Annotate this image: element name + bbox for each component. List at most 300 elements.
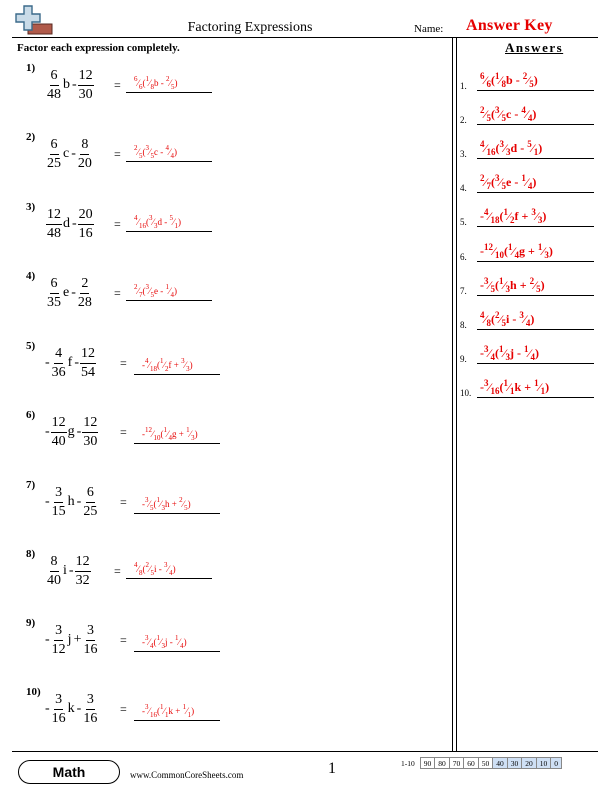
first-fraction [51, 347, 67, 380]
answer-gcf-denominator: 7 [486, 181, 492, 191]
operator: - [76, 701, 82, 716]
answer-operator: + [525, 244, 538, 258]
score-cell: 40 [493, 758, 508, 769]
answer-constant [165, 144, 178, 160]
answer-gcf-denominator: 16 [150, 711, 158, 719]
answer-gcf [484, 209, 500, 224]
problem-expression [46, 548, 91, 594]
answer-constant [165, 283, 178, 299]
answer-variable: e [506, 175, 512, 189]
second-fraction [77, 138, 93, 171]
answer-line [134, 651, 220, 652]
answer-constant-denominator: 4 [525, 318, 531, 328]
problem-number: 4) [26, 270, 36, 282]
answer-coefficient [495, 175, 506, 190]
answer-paren-close: ) [548, 244, 553, 258]
answer-gcf-numerator: 4 [145, 357, 149, 365]
slash-glyph: ⁄ [499, 107, 502, 121]
first-numerator: 6 [50, 138, 59, 155]
slash-glyph: ⁄ [160, 499, 162, 509]
answer-coefficient-denominator: 5 [501, 318, 507, 328]
answer-paren-open: ( [142, 286, 146, 296]
answer-coefficient-denominator: 5 [501, 113, 507, 123]
problem-expression [44, 409, 98, 455]
answer-coefficient-numerator: 1 [495, 71, 500, 81]
leading-sign: - [45, 424, 50, 439]
answer-gcf-numerator: 4 [484, 207, 489, 217]
answer-key-line [477, 90, 594, 91]
answer-key-number: 9. [460, 354, 467, 364]
answer-key-number: 5. [460, 217, 467, 227]
slash-glyph: ⁄ [488, 346, 491, 360]
answer-constant [179, 496, 188, 512]
slash-glyph: ⁄ [503, 346, 506, 360]
first-variable: h [67, 494, 75, 509]
page-number: 1 [328, 760, 336, 777]
answer-variable: b [506, 73, 513, 87]
answer-key-value [480, 73, 538, 88]
answer-line [134, 374, 220, 375]
answer-key-item [460, 331, 600, 365]
second-fraction [78, 208, 94, 241]
score-cell: 30 [507, 758, 522, 769]
answer-coefficient [508, 244, 519, 259]
answer-operator: + [169, 499, 180, 509]
problem-expression [44, 686, 98, 732]
slash-glyph: ⁄ [149, 286, 151, 296]
answer-line [134, 443, 220, 444]
first-numerator: 3 [54, 486, 63, 503]
answer-paren-close: ) [174, 286, 178, 296]
answer-key-line [477, 295, 594, 296]
answer-constant [182, 703, 195, 719]
second-denominator: 25 [83, 503, 98, 519]
problem-item [0, 340, 452, 390]
slash-glyph: ⁄ [504, 141, 507, 155]
answer-coefficient [156, 496, 166, 512]
answer-constant [527, 141, 538, 156]
answer-key-value [480, 380, 549, 395]
answer-gcf-denominator: 4 [490, 352, 496, 362]
answer-key-value [480, 107, 536, 122]
answer-variable: d [157, 217, 163, 227]
answer-paren-open: ( [157, 360, 161, 370]
answer-gcf [480, 312, 491, 327]
first-variable: f [67, 355, 73, 370]
answer-paren-close: ) [530, 312, 535, 326]
second-numerator: 6 [86, 486, 95, 503]
operator: - [76, 494, 82, 509]
answer-line [126, 231, 212, 232]
answer-constant-numerator: 4 [165, 144, 170, 152]
slash-glyph: ⁄ [137, 217, 140, 227]
answer-gcf [134, 144, 143, 160]
answer-line [126, 92, 212, 93]
answer-paren-close: ) [178, 217, 182, 227]
worksheet-title: Factoring Expressions [187, 20, 313, 35]
header-divider [12, 37, 598, 38]
first-numerator: 3 [54, 624, 63, 641]
answer-constant-denominator: 5 [536, 284, 541, 294]
answer-gcf-denominator: 5 [150, 504, 154, 512]
answer-variable: j [510, 346, 515, 360]
answer-coefficient [160, 357, 169, 373]
problem-number: 1) [26, 62, 36, 74]
first-fraction [46, 277, 62, 310]
answer-coefficient-numerator: 2 [145, 561, 150, 569]
answer-constant-numerator: 1 [186, 426, 190, 434]
answer-coefficient-numerator: 1 [499, 276, 504, 286]
second-numerator: 8 [80, 138, 89, 155]
second-denominator: 30 [78, 86, 93, 102]
worked-answer [142, 426, 198, 442]
answer-coefficient-denominator: 8 [501, 79, 507, 89]
problem-number: 6) [26, 409, 36, 421]
instructions: Factor each expression completely. [17, 42, 180, 54]
answer-constant-numerator: 2 [529, 276, 535, 286]
answer-constant-numerator: 1 [524, 344, 529, 354]
answer-gcf [480, 73, 491, 88]
second-denominator: 32 [75, 572, 90, 588]
problem-expression [44, 479, 98, 525]
answer-paren-open: ( [146, 217, 150, 227]
answer-gcf-numerator: 3 [145, 703, 149, 711]
column-divider [456, 37, 457, 751]
answer-gcf-numerator: 3 [484, 344, 489, 354]
equals-sign: = [120, 633, 127, 647]
problem-number: 10) [26, 686, 41, 698]
answer-paren-open: ( [142, 147, 146, 157]
answer-paren-open: ( [157, 706, 161, 716]
answer-paren-open: ( [491, 73, 496, 87]
answer-coefficient [163, 426, 173, 442]
answer-operator: + [518, 209, 532, 223]
answer-gcf [484, 346, 495, 361]
answer-key-line [477, 226, 594, 227]
answer-sign: - [480, 278, 484, 292]
answer-coefficient [499, 278, 510, 293]
answer-constant-numerator: 1 [521, 173, 526, 183]
first-denominator: 48 [47, 86, 61, 102]
second-fraction [80, 347, 96, 380]
answer-constant-numerator: 1 [534, 378, 539, 388]
operator: - [72, 216, 77, 231]
leading-sign: - [45, 632, 50, 647]
answer-variable: f [514, 209, 519, 223]
answer-operator: - [158, 286, 166, 296]
slash-glyph: ⁄ [523, 312, 526, 326]
answer-sign: - [142, 637, 145, 647]
answer-coefficient-denominator: 1 [165, 711, 169, 719]
answer-coefficient-denominator: 3 [161, 642, 166, 650]
equals-sign: = [120, 702, 127, 716]
answer-coefficient [495, 312, 506, 327]
slash-glyph: ⁄ [525, 107, 528, 121]
answer-gcf-denominator: 5 [139, 152, 143, 160]
answer-gcf-numerator: 12 [484, 242, 493, 252]
slash-glyph: ⁄ [186, 706, 188, 716]
answer-key-value [480, 346, 539, 361]
answer-constant-numerator: 1 [175, 634, 179, 642]
slash-glyph: ⁄ [484, 107, 487, 121]
answer-coefficient-numerator: 1 [508, 242, 513, 252]
slash-glyph: ⁄ [152, 429, 154, 439]
slash-glyph: ⁄ [484, 141, 487, 155]
first-fraction [51, 693, 67, 726]
answer-paren-open: ( [495, 141, 500, 155]
answer-constant-denominator: 1 [533, 147, 539, 157]
first-denominator: 40 [47, 572, 61, 588]
answer-coefficient-numerator: 2 [495, 310, 500, 320]
first-variable: i [63, 563, 67, 578]
slash-glyph: ⁄ [531, 141, 534, 155]
answer-coefficient-numerator: 1 [163, 426, 168, 434]
answer-coefficient-numerator: 3 [495, 173, 500, 183]
problem-expression [44, 617, 98, 663]
answer-key-item [460, 297, 600, 331]
answer-operator: - [158, 78, 167, 88]
operator: - [71, 285, 76, 300]
second-fraction [82, 624, 98, 657]
first-numerator: 6 [50, 69, 59, 86]
answer-coefficient [504, 209, 515, 224]
problem-item [0, 270, 452, 320]
answer-coefficient-numerator: 1 [503, 207, 509, 217]
answer-gcf-numerator: 6 [134, 75, 138, 83]
answer-variable: i [154, 564, 157, 574]
problem-number: 2) [26, 131, 36, 143]
score-cell: 10 [536, 758, 551, 769]
answer-gcf-denominator: 6 [139, 83, 143, 91]
slash-glyph: ⁄ [484, 312, 487, 326]
answer-constant-numerator: 1 [182, 703, 187, 711]
answer-constant-numerator: 4 [521, 105, 526, 115]
worked-answer [134, 214, 182, 230]
answer-line [134, 513, 220, 514]
problem-item [0, 479, 452, 529]
answer-constant-denominator: 1 [174, 222, 179, 230]
answer-coefficient-numerator: 1 [499, 344, 504, 354]
answer-coefficient-denominator: 8 [150, 83, 155, 91]
second-numerator: 12 [75, 555, 91, 572]
slash-glyph: ⁄ [503, 278, 506, 292]
first-variable: g [67, 424, 75, 439]
answer-constant-numerator: 1 [165, 283, 170, 291]
second-denominator: 16 [83, 710, 98, 726]
answer-gcf-denominator: 7 [139, 291, 143, 299]
answer-variable: c [506, 107, 512, 121]
answer-paren-open: ( [153, 637, 157, 647]
answer-constant [531, 209, 542, 224]
first-fraction [46, 208, 62, 241]
answer-key-item [460, 126, 600, 160]
first-numerator: 12 [46, 208, 62, 225]
answer-key-item [460, 92, 600, 126]
answer-gcf-numerator: 3 [145, 496, 149, 504]
answer-gcf [134, 283, 143, 299]
answer-constant-denominator: 1 [540, 386, 546, 396]
answer-gcf [480, 107, 491, 122]
answer-variable: e [154, 286, 159, 296]
slash-glyph: ⁄ [499, 175, 502, 189]
answer-paren-close: ) [532, 175, 537, 189]
slash-glyph: ⁄ [542, 244, 545, 258]
answer-key-item [460, 194, 600, 228]
answer-gcf [145, 426, 161, 442]
answer-coefficient [145, 283, 155, 299]
answer-constant [524, 346, 535, 361]
slash-glyph: ⁄ [184, 360, 187, 370]
slash-glyph: ⁄ [160, 637, 162, 647]
answer-gcf [134, 214, 147, 230]
answer-paren-close: ) [542, 209, 547, 223]
answer-key-value [480, 244, 553, 259]
answer-coefficient-denominator: 5 [150, 291, 155, 299]
first-denominator: 36 [51, 364, 66, 380]
answer-key-number: 8. [460, 320, 467, 330]
answer-constant-denominator: 3 [191, 434, 195, 442]
answer-operator: - [167, 637, 176, 647]
answer-variable: i [506, 312, 510, 326]
answer-constant-numerator: 3 [519, 310, 524, 320]
slash-glyph: ⁄ [493, 244, 496, 258]
answer-operator: - [156, 564, 165, 574]
answer-key-number: 7. [460, 286, 467, 296]
answer-gcf-numerator: 4 [134, 214, 138, 222]
second-fraction [82, 486, 98, 519]
slash-glyph: ⁄ [137, 147, 140, 157]
slash-glyph: ⁄ [535, 209, 538, 223]
answer-gcf [145, 496, 154, 512]
answer-coefficient [145, 144, 155, 160]
answer-sign: - [480, 209, 484, 223]
answer-gcf-numerator: 2 [134, 144, 138, 152]
problem-expression [44, 340, 96, 386]
answer-coefficient-numerator: 3 [495, 105, 500, 115]
second-fraction [82, 693, 98, 726]
answer-variable: k [514, 380, 522, 394]
answer-key-line [477, 192, 594, 193]
slash-glyph: ⁄ [538, 380, 541, 394]
slash-glyph: ⁄ [137, 286, 140, 296]
operator: + [73, 632, 82, 647]
answer-gcf-denominator: 16 [486, 147, 496, 157]
slash-glyph: ⁄ [149, 147, 151, 157]
worked-answer [142, 496, 191, 512]
worked-answer [134, 144, 178, 160]
answer-key-label: Answer Key [466, 17, 553, 34]
site-url: www.CommonCoreSheets.com [130, 770, 244, 780]
answer-key-number: 4. [460, 183, 467, 193]
slash-glyph: ⁄ [182, 499, 185, 509]
math-badge: Math [18, 760, 120, 784]
answer-paren-open: ( [160, 429, 164, 439]
slash-glyph: ⁄ [484, 175, 487, 189]
score-cell: 20 [522, 758, 537, 769]
leading-sign: - [45, 701, 50, 716]
problem-item [0, 617, 452, 667]
answer-constant [175, 634, 184, 650]
answer-coefficient-denominator: 3 [505, 352, 511, 362]
answer-gcf-denominator: 6 [486, 79, 492, 89]
answer-operator: + [521, 380, 535, 394]
slash-glyph: ⁄ [525, 175, 528, 189]
answer-paren-close: ) [189, 360, 193, 370]
answer-key-item [460, 58, 600, 92]
answer-variable: j [165, 637, 168, 647]
answer-line [126, 578, 212, 579]
answer-key-number: 3. [460, 149, 467, 159]
second-denominator: 20 [77, 155, 92, 171]
first-numerator: 6 [50, 277, 59, 294]
answer-coefficient [145, 75, 155, 91]
slash-glyph: ⁄ [508, 380, 511, 394]
answer-paren-open: ( [491, 175, 496, 189]
answer-paren-open: ( [142, 78, 146, 88]
answer-constant-denominator: 3 [544, 250, 549, 260]
second-fraction [75, 555, 91, 588]
first-denominator: 35 [47, 294, 61, 310]
answer-coefficient-numerator: 1 [160, 703, 164, 711]
answer-key-line [477, 158, 594, 159]
answer-line [126, 300, 212, 301]
answer-gcf-numerator: 4 [480, 139, 485, 149]
answer-line [134, 720, 220, 721]
answer-sign: - [142, 706, 145, 716]
second-numerator: 12 [82, 416, 98, 433]
answer-constant-denominator: 5 [171, 83, 175, 91]
answer-constant-denominator: 5 [184, 504, 188, 512]
answer-operator: + [171, 360, 182, 370]
answer-constant-denominator: 4 [169, 569, 173, 577]
slash-glyph: ⁄ [149, 78, 151, 88]
answer-coefficient-numerator: 3 [145, 144, 150, 152]
answer-operator: - [512, 73, 523, 87]
answer-gcf-denominator: 10 [153, 434, 161, 442]
answer-operator: - [511, 175, 522, 189]
slash-glyph: ⁄ [148, 706, 151, 716]
problem-expression [46, 201, 94, 247]
answer-key-line [477, 329, 594, 330]
second-numerator: 3 [86, 693, 95, 710]
answer-gcf-numerator: 2 [134, 283, 138, 291]
slash-glyph: ⁄ [169, 78, 172, 88]
answer-constant [519, 312, 530, 327]
first-numerator: 3 [54, 693, 63, 710]
answer-paren-open: ( [153, 499, 157, 509]
answer-constant-numerator: 2 [166, 75, 170, 83]
operator: - [68, 563, 74, 578]
answer-sign: - [142, 499, 145, 509]
answer-line [126, 161, 212, 162]
answer-key-value [480, 312, 534, 327]
answer-gcf-denominator: 18 [150, 365, 158, 373]
answers-heading: Answers [505, 40, 564, 55]
answer-gcf-numerator: 3 [145, 634, 149, 642]
answer-gcf-numerator: 2 [480, 173, 485, 183]
answer-constant [538, 244, 549, 259]
answer-coefficient-denominator: 3 [161, 504, 166, 512]
answer-constant [164, 561, 173, 577]
answer-paren-close: ) [183, 637, 187, 647]
answer-paren-open: ( [491, 107, 496, 121]
answer-paren-open: ( [504, 244, 509, 258]
first-denominator: 15 [51, 503, 66, 519]
answer-paren-open: ( [499, 209, 504, 223]
slash-glyph: ⁄ [512, 244, 515, 258]
equals-sign: = [114, 78, 121, 92]
first-numerator: 8 [50, 555, 59, 572]
